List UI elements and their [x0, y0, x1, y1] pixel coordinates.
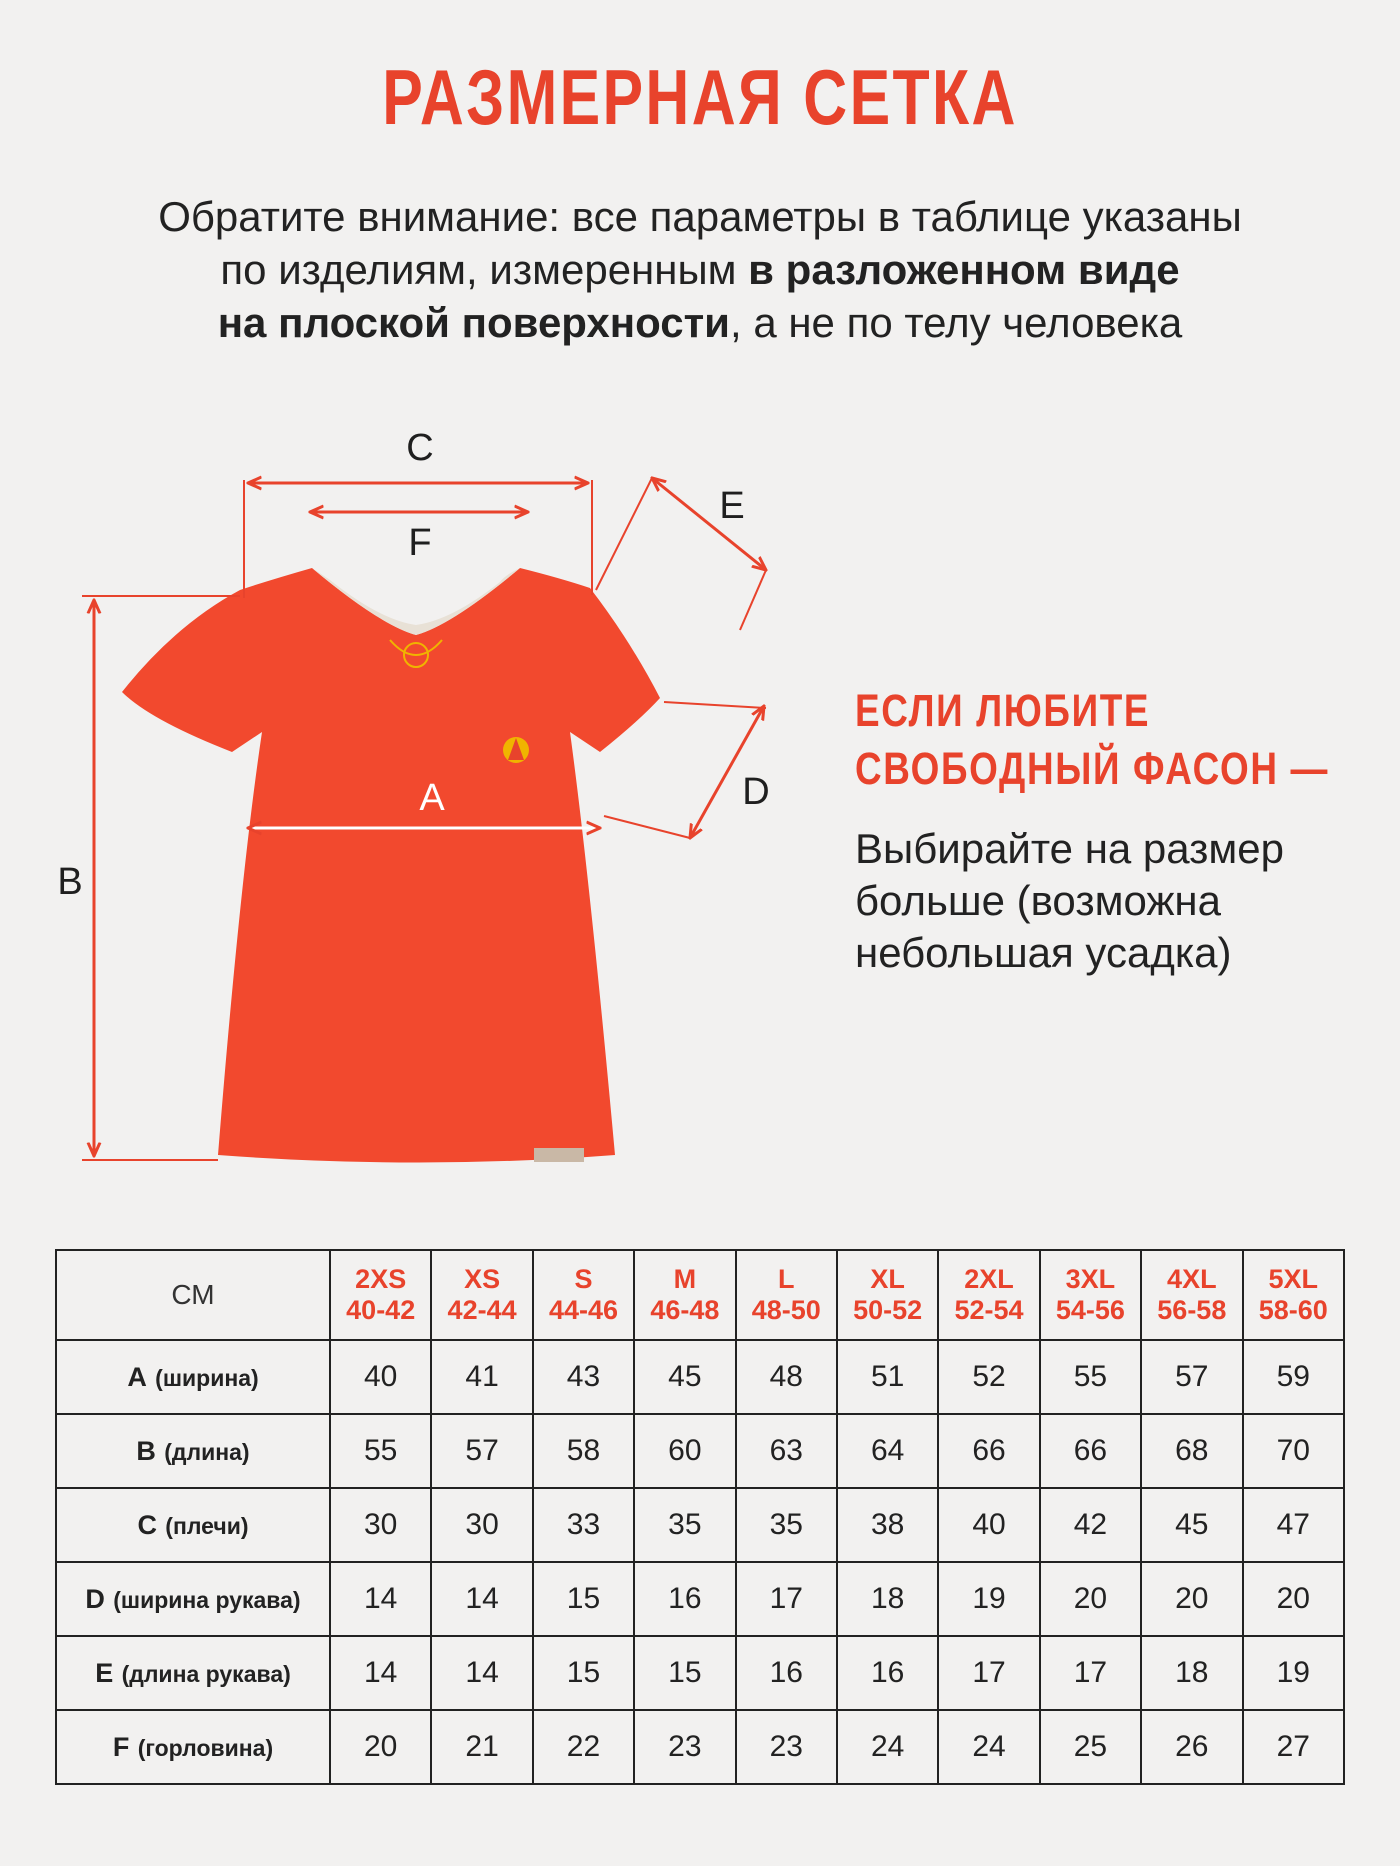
table-cell: 23 — [736, 1710, 837, 1784]
arrow-d-guide-1 — [664, 702, 766, 708]
measurement-letter: D — [85, 1584, 105, 1614]
table-cell: 41 — [431, 1340, 532, 1414]
measurement-description: (горловина) — [137, 1735, 274, 1761]
table-cell: 59 — [1243, 1340, 1344, 1414]
loose-fit-heading-line-2: СВОБОДНЫЙ ФАСОН — — [855, 743, 1330, 794]
table-cell: 16 — [634, 1562, 735, 1636]
table-cell: 20 — [1243, 1562, 1344, 1636]
intro-line-2 — [0, 243, 1400, 296]
loose-fit-advice — [855, 823, 1375, 979]
table-cell: 16 — [736, 1636, 837, 1710]
intro-line-3 — [0, 296, 1400, 349]
table-cell: 60 — [634, 1414, 735, 1488]
page-title: РАЗМЕРНАЯ СЕТКА — [382, 53, 1018, 141]
label-e: E — [719, 485, 745, 527]
table-cell: 52 — [938, 1340, 1039, 1414]
measurement-description: (ширина) — [155, 1365, 259, 1391]
size-chart-table — [55, 1249, 1345, 1785]
table-row — [56, 1340, 1344, 1414]
table-cell: 17 — [938, 1636, 1039, 1710]
arrow-e-guide-1 — [596, 478, 652, 590]
table-cell: 20 — [1141, 1562, 1242, 1636]
measurement-letter: C — [137, 1510, 157, 1540]
table-row — [56, 1414, 1344, 1488]
tshirt-svg — [0, 420, 820, 1190]
size-header-row — [56, 1250, 1344, 1340]
loose-fit-advice-line-3: небольшая усадка) — [855, 929, 1232, 976]
size-range: 50-52 — [853, 1295, 923, 1325]
table-cell: 57 — [1141, 1340, 1242, 1414]
label-a: A — [419, 777, 445, 819]
size-header-xs — [431, 1250, 532, 1340]
table-cell: 30 — [330, 1488, 431, 1562]
label-f: F — [408, 522, 432, 564]
size-label: XS — [464, 1264, 501, 1294]
table-cell: 57 — [431, 1414, 532, 1488]
measurement-letter: F — [112, 1732, 130, 1762]
table-cell: 23 — [634, 1710, 735, 1784]
label-d: D — [742, 771, 770, 813]
table-cell: 17 — [736, 1562, 837, 1636]
table-cell: 64 — [837, 1414, 938, 1488]
measurement-description: (плечи) — [165, 1513, 249, 1539]
size-label: S — [574, 1264, 593, 1294]
measurement-letter: A — [127, 1362, 147, 1392]
unit-header: СМ — [56, 1250, 330, 1340]
table-cell: 15 — [533, 1562, 634, 1636]
size-label: XL — [870, 1264, 905, 1294]
table-cell: 16 — [837, 1636, 938, 1710]
table-cell: 45 — [634, 1340, 735, 1414]
table-cell: 26 — [1141, 1710, 1242, 1784]
table-cell: 42 — [1040, 1488, 1141, 1562]
intro-note — [0, 190, 1400, 349]
measurement-label — [56, 1636, 330, 1710]
size-header-2xl — [938, 1250, 1039, 1340]
table-cell: 33 — [533, 1488, 634, 1562]
measurement-label — [56, 1340, 330, 1414]
chest-logo-icon — [503, 737, 529, 763]
intro-line-3-text: , а не по телу человека — [729, 299, 1183, 346]
size-header-xl — [837, 1250, 938, 1340]
size-range: 56-58 — [1157, 1295, 1227, 1325]
measurement-description: (длина) — [164, 1439, 250, 1465]
arrow-e — [652, 478, 766, 570]
table-cell: 17 — [1040, 1636, 1141, 1710]
table-cell: 48 — [736, 1340, 837, 1414]
size-table-body — [56, 1340, 1344, 1784]
size-label: M — [673, 1264, 697, 1294]
size-label: L — [778, 1264, 795, 1294]
table-cell: 21 — [431, 1710, 532, 1784]
size-range: 46-48 — [650, 1295, 720, 1325]
size-header-2xs — [330, 1250, 431, 1340]
size-range: 54-56 — [1055, 1295, 1125, 1325]
table-cell: 22 — [533, 1710, 634, 1784]
intro-line-3-bold: на плоской поверхности — [217, 299, 730, 346]
table-cell: 25 — [1040, 1710, 1141, 1784]
measurement-letter: E — [95, 1658, 114, 1688]
table-cell: 30 — [431, 1488, 532, 1562]
table-cell: 55 — [330, 1414, 431, 1488]
table-row — [56, 1710, 1344, 1784]
size-range: 44-46 — [548, 1295, 618, 1325]
measurement-description: (длина рукава) — [121, 1661, 291, 1687]
table-cell: 14 — [330, 1562, 431, 1636]
intro-line-1: Обратите внимание: все параметры в таблице указаны — [158, 193, 1242, 240]
table-cell: 40 — [938, 1488, 1039, 1562]
size-range: 58-60 — [1258, 1295, 1328, 1325]
table-cell: 43 — [533, 1340, 634, 1414]
table-cell: 15 — [533, 1636, 634, 1710]
table-row — [56, 1488, 1344, 1562]
table-cell: 55 — [1040, 1340, 1141, 1414]
table-cell: 24 — [837, 1710, 938, 1784]
size-range: 48-50 — [751, 1295, 821, 1325]
size-range: 40-42 — [346, 1295, 416, 1325]
size-label: 4XL — [1167, 1264, 1217, 1294]
table-cell: 47 — [1243, 1488, 1344, 1562]
table-row — [56, 1562, 1344, 1636]
table-cell: 45 — [1141, 1488, 1242, 1562]
measurement-label — [56, 1414, 330, 1488]
intro-line-2-bold: в разложенном виде — [748, 246, 1180, 293]
tshirt-shape — [122, 568, 660, 1163]
arrow-d-guide-2 — [604, 816, 690, 838]
table-cell: 63 — [736, 1414, 837, 1488]
measurement-label — [56, 1710, 330, 1784]
size-header-5xl — [1243, 1250, 1344, 1340]
size-header-m — [634, 1250, 735, 1340]
table-cell: 14 — [330, 1636, 431, 1710]
size-range: 42-44 — [447, 1295, 517, 1325]
size-header-s — [533, 1250, 634, 1340]
table-cell: 35 — [634, 1488, 735, 1562]
size-range: 52-54 — [954, 1295, 1024, 1325]
measurement-label — [56, 1562, 330, 1636]
table-cell: 24 — [938, 1710, 1039, 1784]
size-header-4xl — [1141, 1250, 1242, 1340]
hem-tag — [534, 1148, 584, 1162]
table-cell: 15 — [634, 1636, 735, 1710]
intro-line-2-text: по изделиям, измеренным — [220, 246, 749, 293]
table-cell: 68 — [1141, 1414, 1242, 1488]
arrow-e-guide-2 — [740, 570, 766, 630]
label-b: B — [57, 861, 83, 903]
table-cell: 19 — [938, 1562, 1039, 1636]
size-label: 2XS — [355, 1264, 407, 1294]
table-cell: 70 — [1243, 1414, 1344, 1488]
measurement-label — [56, 1488, 330, 1562]
table-row — [56, 1636, 1344, 1710]
size-label: 5XL — [1268, 1264, 1319, 1294]
table-cell: 20 — [1040, 1562, 1141, 1636]
size-label: 2XL — [964, 1264, 1014, 1294]
table-cell: 18 — [837, 1562, 938, 1636]
loose-fit-advice-line-2: больше (возможна — [855, 877, 1221, 924]
table-cell: 27 — [1243, 1710, 1344, 1784]
loose-fit-heading-line-1: ЕСЛИ ЛЮБИТЕ — [855, 685, 1151, 736]
table-cell: 14 — [431, 1636, 532, 1710]
table-cell: 18 — [1141, 1636, 1242, 1710]
table-cell: 66 — [938, 1414, 1039, 1488]
size-header-3xl — [1040, 1250, 1141, 1340]
table-cell: 58 — [533, 1414, 634, 1488]
measurement-description: (ширина рукава) — [113, 1587, 301, 1613]
table-cell: 19 — [1243, 1636, 1344, 1710]
table-cell: 20 — [330, 1710, 431, 1784]
table-cell: 38 — [837, 1488, 938, 1562]
loose-fit-heading — [855, 682, 1330, 798]
size-label: 3XL — [1065, 1264, 1116, 1294]
tshirt-measurement-diagram — [0, 420, 820, 1190]
measurement-letter: B — [136, 1436, 156, 1466]
size-header-l — [736, 1250, 837, 1340]
table-cell: 35 — [736, 1488, 837, 1562]
label-c: C — [406, 427, 434, 469]
table-cell: 14 — [431, 1562, 532, 1636]
table-cell: 51 — [837, 1340, 938, 1414]
loose-fit-advice-line-1: Выбирайте на размер — [855, 825, 1285, 872]
table-cell: 66 — [1040, 1414, 1141, 1488]
table-cell: 40 — [330, 1340, 431, 1414]
